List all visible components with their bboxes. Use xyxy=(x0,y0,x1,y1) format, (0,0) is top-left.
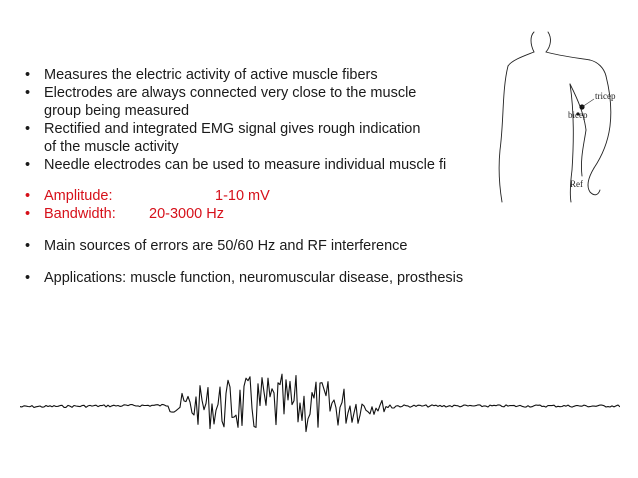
bullet-marker: • xyxy=(25,238,31,254)
torso-left-outline xyxy=(499,66,508,202)
tricep-leader xyxy=(582,99,594,107)
bullet-text: Measures the electric activity of active muscle fibers xyxy=(44,67,378,83)
spacer xyxy=(22,223,502,237)
amplitude-label: Amplitude: xyxy=(44,188,113,204)
bullet-item xyxy=(22,120,502,156)
spec-bandwidth xyxy=(22,205,502,223)
bullet-item xyxy=(22,66,502,84)
bandwidth-label: Bandwidth: xyxy=(44,206,116,222)
spacer xyxy=(22,174,502,187)
bullet-marker: • xyxy=(25,67,31,83)
tricep-label: tricep xyxy=(595,91,616,101)
bullet-marker: • xyxy=(25,206,31,222)
applications-text: Applications: muscle function, neuromuscular disease, prosthesis xyxy=(44,270,464,286)
bullet-item xyxy=(22,84,502,120)
bullet-text-continuation: of the muscle activity xyxy=(44,139,179,155)
bullet-text-continuation: group being measured xyxy=(44,103,190,119)
emg-signal-trace xyxy=(20,366,620,440)
bullet-text: Rectified and integrated EMG signal gives rough indication xyxy=(44,121,421,137)
forearm-inner xyxy=(581,130,586,176)
bullet-text: Needle electrodes can be used to measure individual muscle fi xyxy=(44,157,447,173)
spacer xyxy=(22,255,502,269)
bullet-applications xyxy=(22,269,502,287)
spec-amplitude xyxy=(22,187,502,205)
bullet-marker: • xyxy=(25,85,31,101)
bandwidth-value: 20-3000 Hz xyxy=(149,206,224,222)
forearm-outline xyxy=(588,168,600,195)
bullet-item xyxy=(22,156,502,174)
bullet-marker: • xyxy=(25,157,31,173)
head-outline xyxy=(531,32,550,52)
bullet-marker: • xyxy=(25,270,31,286)
bicep-label: bicep xyxy=(568,110,588,120)
errors-text: Main sources of errors are 50/60 Hz and RF interference xyxy=(44,238,408,254)
bullet-errors xyxy=(22,237,502,255)
emg-waveform xyxy=(20,374,620,431)
bullet-list xyxy=(22,66,502,287)
bullet-text: Electrodes are always connected very close to the muscle xyxy=(44,85,417,101)
upper-arm-outline xyxy=(594,76,611,168)
shoulder-outline xyxy=(508,52,606,76)
bullet-marker: • xyxy=(25,121,31,137)
bullet-marker: • xyxy=(25,188,31,204)
amplitude-value: 1-10 mV xyxy=(215,188,270,204)
ref-label: Ref xyxy=(570,179,583,189)
electrode-placement-figure xyxy=(494,30,628,208)
